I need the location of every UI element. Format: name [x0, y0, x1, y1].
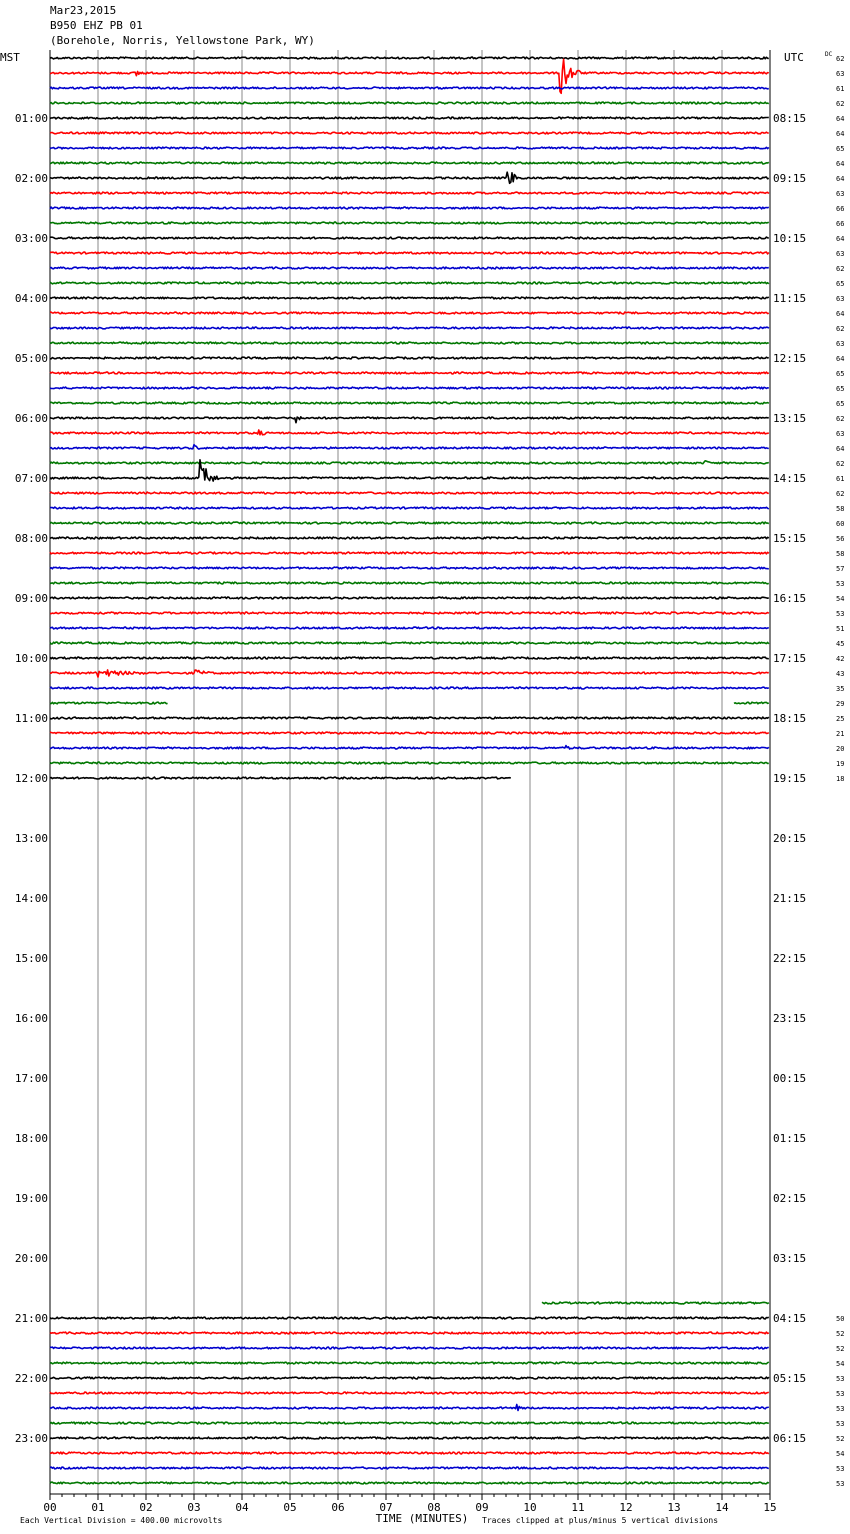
mst-hour-label: 18:00 — [14, 1132, 48, 1145]
dc-offset-label: 62 — [836, 55, 845, 63]
seismic-trace — [50, 642, 769, 644]
seismic-trace — [50, 461, 769, 464]
dc-offset-label: 20 — [836, 745, 845, 753]
seismic-trace — [50, 1482, 769, 1484]
x-tick-label: 11 — [571, 1501, 585, 1514]
seismic-trace — [50, 627, 769, 629]
dc-offset-label: 56 — [836, 535, 845, 543]
seismic-trace — [50, 1437, 769, 1439]
x-tick-label: 13 — [667, 1501, 681, 1514]
mst-hour-label: 06:00 — [14, 412, 48, 425]
dc-offset-label: 52 — [836, 1345, 845, 1353]
seismic-trace — [50, 1362, 769, 1364]
seismic-trace — [50, 102, 769, 104]
dc-offset-label: 61 — [836, 475, 845, 483]
x-tick-label: 01 — [91, 1501, 105, 1514]
x-tick-label: 08 — [427, 1501, 441, 1514]
seismic-trace — [50, 777, 511, 779]
mst-hour-label: 17:00 — [14, 1072, 48, 1085]
dc-offset-label: 64 — [836, 160, 845, 168]
dc-offset-label: 29 — [836, 700, 845, 708]
mst-hour-label: 10:00 — [14, 652, 48, 665]
seismic-trace — [50, 687, 769, 689]
scale-note: Each Vertical Division = 400.00 microvolts — [20, 1516, 223, 1525]
dc-offset-label: 58 — [836, 505, 845, 513]
dc-offset-label: 63 — [836, 190, 845, 198]
dc-offset-label: 64 — [836, 130, 845, 138]
utc-hour-label: 22:15 — [773, 952, 807, 965]
dc-offset-label: 62 — [836, 415, 845, 423]
clip-note: Traces clipped at plus/minus 5 vertical divisions — [482, 1516, 719, 1525]
dc-offset-label: 43 — [836, 670, 845, 678]
dc-offset-label: 64 — [836, 355, 845, 363]
dc-offset-label: 62 — [836, 490, 845, 498]
seismic-trace — [50, 702, 168, 704]
seismic-trace — [50, 1467, 769, 1469]
dc-offset-label: 54 — [836, 1450, 845, 1458]
seismic-trace — [50, 237, 769, 239]
seismic-trace — [50, 522, 769, 524]
utc-hour-label: 13:15 — [773, 412, 807, 425]
seismic-trace — [50, 327, 769, 329]
seismic-trace — [50, 312, 769, 314]
mst-hour-label: 05:00 — [14, 352, 48, 365]
mst-axis-label: MST — [0, 51, 20, 64]
seismic-trace — [542, 1302, 769, 1304]
seismic-trace — [50, 1405, 769, 1411]
x-tick-label: 06 — [331, 1501, 345, 1514]
dc-offset-label: 64 — [836, 235, 845, 243]
seismic-trace — [50, 132, 769, 134]
utc-hour-label: 06:15 — [773, 1432, 807, 1445]
seismic-trace — [50, 1332, 769, 1334]
seismic-trace — [50, 670, 769, 677]
mst-hour-label: 16:00 — [14, 1012, 48, 1025]
mst-hour-label: 14:00 — [14, 892, 48, 905]
seismic-trace — [50, 252, 769, 254]
dc-offset-label: 53 — [836, 1465, 845, 1473]
utc-hour-label: 03:15 — [773, 1252, 807, 1265]
x-tick-label: 04 — [235, 1501, 249, 1514]
chart-location: (Borehole, Norris, Yellowstone Park, WY) — [50, 34, 315, 47]
dc-offset-label: 58 — [836, 550, 845, 558]
seismic-trace — [50, 582, 769, 584]
mst-hour-label: 11:00 — [14, 712, 48, 725]
dc-offset-label: 53 — [836, 1480, 845, 1488]
mst-hour-label: 04:00 — [14, 292, 48, 305]
dc-offset-label: 42 — [836, 655, 845, 663]
mst-hour-label: 21:00 — [14, 1312, 48, 1325]
mst-hour-label: 01:00 — [14, 112, 48, 125]
dc-offset-label: 53 — [836, 610, 845, 618]
utc-hour-label: 11:15 — [773, 292, 807, 305]
seismic-trace — [50, 172, 769, 183]
seismic-trace — [50, 372, 769, 374]
dc-offset-label: 54 — [836, 595, 845, 603]
dc-offset-label: 63 — [836, 70, 845, 78]
dc-offset-label: 65 — [836, 280, 845, 288]
dc-offset-label: 45 — [836, 640, 845, 648]
seismic-trace — [50, 567, 769, 569]
seismic-trace — [50, 717, 769, 719]
dc-offset-label: 65 — [836, 145, 845, 153]
seismic-trace — [50, 445, 769, 449]
seismic-trace — [50, 1422, 769, 1424]
dc-offset-label: 53 — [836, 580, 845, 588]
utc-hour-label: 08:15 — [773, 112, 807, 125]
dc-offset-label: 63 — [836, 250, 845, 258]
x-tick-label: 00 — [43, 1501, 57, 1514]
x-tick-label: 05 — [283, 1501, 297, 1514]
mst-hour-label: 08:00 — [14, 532, 48, 545]
utc-hour-label: 14:15 — [773, 472, 807, 485]
utc-hour-label: 00:15 — [773, 1072, 807, 1085]
dc-offset-label: 65 — [836, 385, 845, 393]
dc-offset-label: 61 — [836, 85, 845, 93]
mst-hour-label: 20:00 — [14, 1252, 48, 1265]
dc-offset-label: 64 — [836, 175, 845, 183]
seismic-trace — [50, 417, 769, 423]
mst-hour-label: 02:00 — [14, 172, 48, 185]
utc-hour-label: 04:15 — [773, 1312, 807, 1325]
seismic-trace — [50, 207, 769, 209]
x-tick-label: 09 — [475, 1501, 489, 1514]
dc-offset-label: 53 — [836, 1420, 845, 1428]
dc-offset-label: 62 — [836, 100, 845, 108]
mst-hour-label: 09:00 — [14, 592, 48, 605]
dc-offset-label: 65 — [836, 400, 845, 408]
dc-offset-label: 25 — [836, 715, 845, 723]
seismic-trace — [50, 342, 769, 344]
seismic-trace — [50, 57, 769, 59]
mst-hour-label: 23:00 — [14, 1432, 48, 1445]
dc-offset-label: 62 — [836, 265, 845, 273]
seismic-trace — [50, 402, 769, 404]
seismic-trace — [50, 732, 769, 734]
seismic-trace — [50, 222, 769, 224]
dc-offset-label: 50 — [836, 1315, 845, 1323]
utc-hour-label: 21:15 — [773, 892, 807, 905]
seismic-trace — [50, 746, 769, 749]
x-tick-label: 03 — [187, 1501, 201, 1514]
seismic-trace — [50, 192, 769, 194]
dc-offset-label: 52 — [836, 1330, 845, 1338]
dc-offset-label: 53 — [836, 1390, 845, 1398]
utc-hour-label: 18:15 — [773, 712, 807, 725]
seismic-trace — [50, 537, 769, 539]
seismic-trace — [50, 117, 769, 119]
mst-hour-label: 15:00 — [14, 952, 48, 965]
dc-offset-label: 63 — [836, 295, 845, 303]
seismic-trace — [50, 87, 769, 89]
utc-hour-label: 20:15 — [773, 832, 807, 845]
chart-date: Mar23,2015 — [50, 4, 117, 17]
seismic-trace — [50, 1317, 769, 1319]
x-tick-label: 14 — [715, 1501, 729, 1514]
dc-offset-label: 18 — [836, 775, 845, 783]
seismic-trace — [50, 612, 769, 614]
dc-offset-label: 52 — [836, 1435, 845, 1443]
dc-offset-label: 62 — [836, 325, 845, 333]
x-tick-label: 12 — [619, 1501, 633, 1514]
dc-offset-label: 64 — [836, 310, 845, 318]
dc-offset-label: 19 — [836, 760, 845, 768]
dc-offset-label: 62 — [836, 460, 845, 468]
mst-hour-label: 22:00 — [14, 1372, 48, 1385]
utc-hour-label: 15:15 — [773, 532, 807, 545]
seismic-trace — [50, 282, 769, 284]
dc-offset-label: 63 — [836, 340, 845, 348]
dc-offset-label: 21 — [836, 730, 845, 738]
seismic-trace — [50, 657, 769, 659]
mst-hour-label: 12:00 — [14, 772, 48, 785]
dc-offset-label: 63 — [836, 430, 845, 438]
dc-offset-label: 57 — [836, 565, 845, 573]
utc-hour-label: 17:15 — [773, 652, 807, 665]
seismic-trace — [50, 1347, 769, 1349]
seismic-trace — [50, 1392, 769, 1394]
x-tick-label: 15 — [763, 1501, 777, 1514]
utc-hour-label: 01:15 — [773, 1132, 807, 1145]
seismic-trace — [50, 297, 769, 299]
dc-label: DC — [825, 51, 833, 58]
utc-hour-label: 02:15 — [773, 1192, 807, 1205]
x-tick-label: 02 — [139, 1501, 153, 1514]
mst-hour-label: 03:00 — [14, 232, 48, 245]
dc-offset-label: 60 — [836, 520, 845, 528]
seismic-trace — [50, 597, 769, 599]
dc-offset-label: 54 — [836, 1360, 845, 1368]
dc-offset-label: 65 — [836, 370, 845, 378]
mst-hour-label: 07:00 — [14, 472, 48, 485]
seismic-trace — [50, 1452, 769, 1454]
seismic-trace — [50, 507, 769, 509]
seismic-trace — [50, 552, 769, 554]
utc-hour-label: 12:15 — [773, 352, 807, 365]
utc-hour-label: 09:15 — [773, 172, 807, 185]
dc-offset-label: 51 — [836, 625, 845, 633]
seismic-trace — [50, 762, 769, 764]
utc-hour-label: 10:15 — [773, 232, 807, 245]
utc-hour-label: 23:15 — [773, 1012, 807, 1025]
dc-offset-label: 66 — [836, 205, 845, 213]
x-tick-label: 07 — [379, 1501, 393, 1514]
seismic-trace — [50, 267, 769, 269]
seismic-trace — [50, 387, 769, 389]
seismic-trace — [50, 1377, 769, 1379]
utc-hour-label: 05:15 — [773, 1372, 807, 1385]
seismic-trace — [50, 147, 769, 149]
x-tick-label: 10 — [523, 1501, 537, 1514]
mst-hour-label: 13:00 — [14, 832, 48, 845]
dc-offset-label: 53 — [836, 1405, 845, 1413]
utc-hour-label: 16:15 — [773, 592, 807, 605]
dc-offset-label: 64 — [836, 115, 845, 123]
seismic-trace — [50, 492, 769, 494]
dc-offset-label: 66 — [836, 220, 845, 228]
mst-hour-label: 19:00 — [14, 1192, 48, 1205]
seismic-trace — [50, 430, 769, 435]
seismic-trace — [50, 357, 769, 359]
seismic-trace — [50, 162, 769, 164]
dc-offset-label: 64 — [836, 445, 845, 453]
chart-station: B950 EHZ PB 01 — [50, 19, 143, 32]
dc-offset-label: 35 — [836, 685, 845, 693]
dc-offset-label: 53 — [836, 1375, 845, 1383]
x-axis-title: TIME (MINUTES) — [375, 1512, 469, 1525]
utc-axis-label: UTC — [784, 51, 804, 64]
seismic-trace — [734, 702, 769, 704]
utc-hour-label: 19:15 — [773, 772, 807, 785]
